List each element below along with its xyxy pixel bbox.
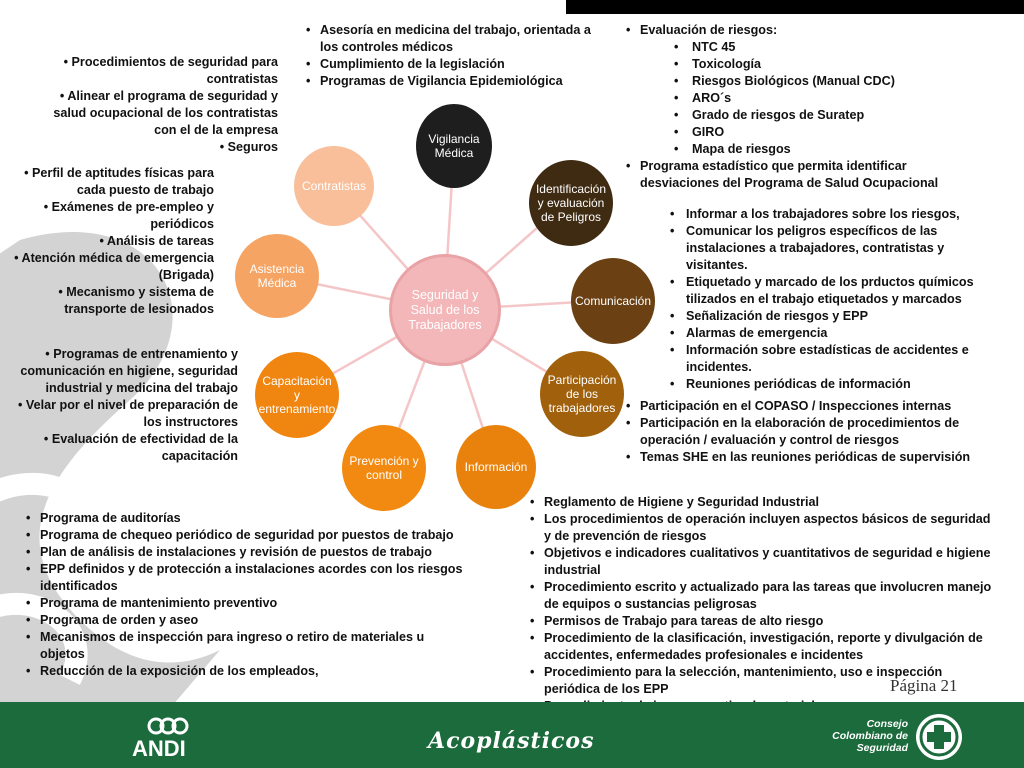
block-contratistas	[30, 54, 278, 156]
list-item: • Perfil de aptitudes físicas para cada puesto de trabajo	[10, 165, 214, 199]
block-evaluacion-riesgos	[620, 22, 980, 192]
list-item: • Programa estadístico que permita identificar desviaciones del Programa de Salud Ocupacional	[620, 158, 980, 192]
list-item: • NTC 45	[620, 39, 980, 56]
list-item: • Reglamento de Higiene y Seguridad Industrial	[524, 494, 994, 511]
list-item: • Procedimiento para la selección, mantenimiento, uso e inspección periódica de los EPP	[524, 664, 994, 698]
list-item: • Programa de auditorías	[20, 510, 470, 527]
list-item: • Etiquetado y marcado de los prductos químicos tilizados en el trabajo etiquetados y marcados	[646, 274, 1006, 308]
list-item: • Procedimiento de la clasificación, investigación, reporte y divulgación de accidentes, enfermedades profesionales e incidentes	[524, 630, 994, 664]
ccs-logo-text: Consejo Colombiano de Seguridad	[832, 718, 908, 754]
list-item: • Información sobre estadísticas de accidentes e incidentes.	[646, 342, 1006, 376]
ccs-cross-icon	[916, 714, 962, 760]
node-asistencia: Asistencia Médica	[235, 234, 319, 318]
node-participacion: Participación de los trabajadores	[540, 351, 624, 437]
hub-node: Seguridad y Salud de los Trabajadores	[389, 254, 501, 366]
block-participacion	[620, 398, 990, 466]
list-item: • ARO´s	[620, 90, 980, 107]
list-item: • Alinear el programa de seguridad y salud ocupacional de los contratistas con el de la empresa	[30, 88, 278, 139]
list-item: • Programa de mantenimiento preventivo	[20, 595, 470, 612]
list-item: • Procedimientos de seguridad para contratistas	[30, 54, 278, 88]
node-informacion: Información	[456, 425, 536, 509]
list-item: • Participación en el COPASO / Inspecciones internas	[620, 398, 990, 415]
list-item: • Cumplimiento de la legislación	[300, 56, 610, 73]
list-item: • Programas de Vigilancia Epidemiológica	[300, 73, 610, 90]
list-item: • GIRO	[620, 124, 980, 141]
list-item: • Permisos de Trabajo para tareas de alto riesgo	[524, 613, 994, 630]
list-item: • Programas de entrenamiento y comunicación en higiene, seguridad industrial y medicina del trabajo	[6, 346, 238, 397]
acoplasticos-logo: Acoplásticos	[428, 728, 595, 754]
node-vigilancia: Vigilancia Médica	[416, 104, 492, 188]
list-item: • Temas SHE en las reuniones periódicas de supervisión	[620, 449, 990, 466]
list-item: • Programa de orden y aseo	[20, 612, 470, 629]
list-item: • Los procedimientos de operación incluyen aspectos básicos de seguridad y de prevención de riesgos	[524, 511, 994, 545]
block-vigilancia	[300, 22, 610, 90]
andi-logo: ANDI	[132, 736, 186, 761]
node-identificacion: Identificación y evaluación de Peligros	[529, 160, 613, 246]
list-item: • Procedimiento escrito y actualizado para las tareas que involucren manejo de equipos o sustancias peligrosas	[524, 579, 994, 613]
list-item: • Programa de chequeo periódico de seguridad por puestos de trabajo	[20, 527, 470, 544]
list-item: • Evaluación de riesgos:	[620, 22, 980, 39]
list-item: • Informar a los trabajadores sobre los riesgos,	[646, 206, 1006, 223]
andi-logo-mark	[142, 716, 192, 736]
page-number: Página 21	[890, 676, 958, 695]
list-item: • Mecanismos de inspección para ingreso o retiro de materiales u objetos	[20, 629, 470, 663]
list-item: • Evaluación de efectividad de la capacitación	[6, 431, 238, 465]
list-item: • Reuniones periódicas de información	[646, 376, 1006, 393]
block-asistencia	[10, 165, 214, 318]
list-item: • Objetivos e indicadores cualitativos y cuantitativos de seguridad e higiene industrial	[524, 545, 994, 579]
list-item: • Alarmas de emergencia	[646, 325, 1006, 342]
node-capacitacion: Capacitación y entrenamiento	[255, 352, 339, 438]
node-prevencion: Prevención y control	[342, 425, 426, 511]
block-prevencion	[20, 510, 470, 680]
list-item: • Análisis de tareas	[10, 233, 214, 250]
list-item: • Grado de riesgos de Suratep	[620, 107, 980, 124]
list-item: • Asesoría en medicina del trabajo, orientada a los controles médicos	[300, 22, 610, 56]
list-item: • Mapa de riesgos	[620, 141, 980, 158]
list-item: • Participación en la elaboración de procedimientos de operación / evaluación y control de riesgos	[620, 415, 990, 449]
list-item: • Exámenes de pre-empleo y periódicos	[10, 199, 214, 233]
list-item: • Toxicología	[620, 56, 980, 73]
list-item: • Reducción de la exposición de los empleados,	[20, 663, 470, 680]
list-item: • Riesgos Biológicos (Manual CDC)	[620, 73, 980, 90]
node-comunicacion: Comunicación	[571, 258, 655, 344]
list-item: • Mecanismo y sistema de transporte de lesionados	[10, 284, 214, 318]
list-item: • EPP definidos y de protección a instalaciones acordes con los riesgos identificados	[20, 561, 470, 595]
block-comunicacion	[646, 206, 1006, 393]
list-item: • Plan de análisis de instalaciones y revisión de puestos de trabajo	[20, 544, 470, 561]
list-item: • Atención médica de emergencia (Brigada)	[10, 250, 214, 284]
node-contratistas: Contratistas	[294, 146, 374, 226]
list-item: • Señalización de riesgos y EPP	[646, 308, 1006, 325]
list-item: • Comunicar los peligros específicos de las instalaciones a trabajadores, contratistas y visitantes.	[646, 223, 1006, 274]
list-item: • Velar por el nivel de preparación de los instructores	[6, 397, 238, 431]
list-item: • Seguros	[30, 139, 278, 156]
block-capacitacion	[6, 346, 238, 465]
